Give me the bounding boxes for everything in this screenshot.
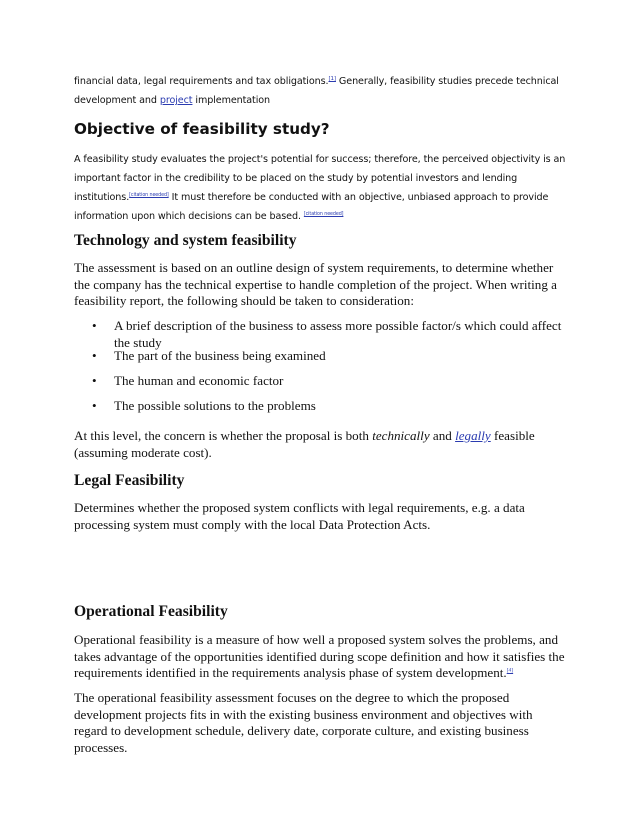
intro-text: financial data, legal requirements and tax obligations. — [74, 76, 329, 87]
list-item-text: The part of the business being examined — [114, 348, 326, 363]
list-item — [92, 373, 566, 390]
legal-paragraph: Determines whether the proposed system conflicts with legal requirements, e.g. a data processing system must comply with the local Data Protection Acts. — [74, 500, 525, 532]
list-item — [92, 398, 566, 415]
list-item-text: The possible solutions to the problems — [114, 398, 316, 413]
bullet-icon: • — [92, 318, 97, 333]
bullet-icon: • — [92, 348, 97, 363]
list-item — [92, 348, 566, 365]
citation-needed-link-2[interactable]: [citation needed] — [303, 211, 344, 217]
citation-needed-link-1[interactable]: [citation needed] — [129, 192, 169, 198]
technology-paragraph: The assessment is based on an outline design of system requirements, to determine whether the company has the technical expertise to handle completion of the project. When writing a feasibility report, the following should be taken to consideration: — [74, 260, 557, 308]
operational-paragraph-1 — [74, 632, 566, 682]
list-item — [92, 318, 566, 351]
operational-text: Operational feasibility is a measure of how well a proposed system solves the problems, and takes advantage of the opportunities identified during scope definition and how it satisfies the requirements identified in the requirements analysis phase of system development. — [74, 632, 565, 680]
list-item-text: A brief description of the business to assess more possible factor/s which could affect the study — [114, 318, 562, 350]
objective-paragraph — [74, 150, 566, 226]
intro-paragraph — [74, 72, 566, 110]
operational-paragraph-2: The operational feasibility assessment focuses on the degree to which the proposed development projects fits in with the existing business environment and objectives with regard to development schedule, delivery date, corporate culture, and existing business processes. — [74, 690, 533, 755]
operational-heading: Operational Feasibility — [74, 603, 228, 620]
technology-heading: Technology and system feasibility — [74, 232, 297, 249]
concern-text: At this level, the concern is whether the proposal is both — [74, 428, 373, 443]
intro-text-end: implementation — [192, 95, 271, 106]
intro-text-mid: Generally, feasibility studies precede technical development and — [74, 76, 559, 106]
concern-and: and — [429, 428, 456, 443]
objective-heading: Objective of feasibility study? — [74, 120, 330, 138]
objective-text: A feasibility study evaluates the project's potential for success; therefore, the perceived objectivity is an important factor in the credibility to be placed on the study by potential investors and lending institutions. — [74, 154, 566, 203]
concern-end: feasible (assuming moderate cost). — [74, 428, 535, 460]
objective-text-2: It must therefore be conducted with an objective, unbiased approach to provide information upon which decisions can be based. — [74, 192, 549, 222]
bullet-icon: • — [92, 398, 97, 413]
reference-1-link[interactable]: [1] — [328, 75, 336, 82]
project-link[interactable]: project — [159, 95, 193, 106]
legal-heading: Legal Feasibility — [74, 472, 185, 489]
legally-link[interactable]: legally — [455, 428, 491, 443]
concern-paragraph — [74, 428, 566, 461]
bullet-icon: • — [92, 373, 97, 388]
technically-italic: technically — [372, 428, 430, 443]
reference-4-link[interactable]: [4] — [506, 667, 514, 674]
list-item-text: The human and economic factor — [114, 373, 284, 388]
